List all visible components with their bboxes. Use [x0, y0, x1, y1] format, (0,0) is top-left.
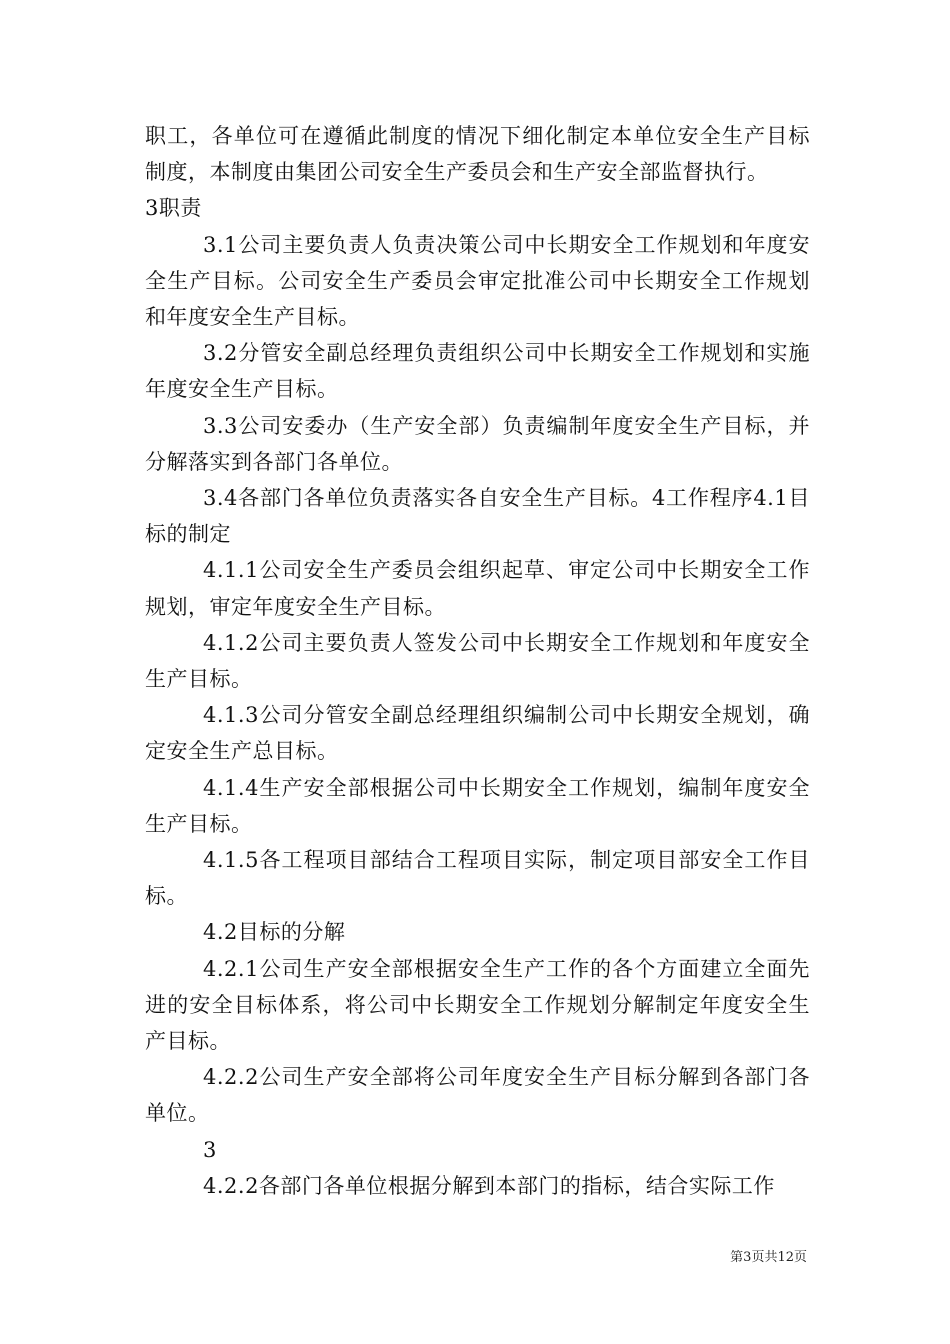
inline-page-number: 3 [203, 1137, 217, 1162]
section-heading-4-2: 4.2目标的分解 [203, 920, 346, 945]
paragraph-4-2-2-b: 4.2.2各部门各单位根据分解到本部门的指标，结合实际工作 [203, 1173, 775, 1198]
paragraph-3-2: 3.2分管安全副总经理负责组织公司中长期安全工作规划和实施年度安全生产目标。 [145, 341, 810, 402]
paragraph-4-1-2: 4.1.2公司主要负责人签发公司中长期安全工作规划和年度安全生产目标。 [145, 630, 810, 692]
paragraph-1: 职工，各单位可在遵循此制度的情况下细化制定本单位安全生产目标制度，本制度由集团公司安全生产委员会和生产安全部监督执行。 [145, 124, 810, 185]
paragraph-4-1-5: 4.1.5各工程项目部结合工程项目实际，制定项目部安全工作目标。 [145, 848, 810, 909]
page-footer: 第3页共12页 [730, 1250, 807, 1265]
document-body [145, 118, 810, 1204]
paragraph-4-1-4: 4.1.4生产安全部根据公司中长期安全工作规划，编制年度安全生产目标。 [145, 775, 810, 836]
paragraph-4-1-3: 4.1.3公司分管安全副总经理组织编制公司中长期安全规划，确定安全生产总目标。 [145, 703, 810, 764]
paragraph-4-2-2-a: 4.2.2公司生产安全部将公司年度安全生产目标分解到各部门各单位。 [145, 1065, 810, 1126]
paragraph-4-1-1: 4.1.1公司安全生产委员会组织起草、审定公司中长期安全工作规划，审定年度安全生产目标。 [145, 558, 810, 619]
paragraph-3-4: 3.4各部门各单位负责落实各自安全生产目标。4工作程序4.1目标的制定 [145, 486, 810, 547]
section-heading-3: 3职责 [145, 196, 202, 221]
paragraph-4-2-1: 4.2.1公司生产安全部根据安全生产工作的各个方面建立全面先进的安全目标体系，将公司中长期安全工作规划分解制定年度安全生产目标。 [145, 956, 810, 1054]
paragraph-3-1: 3.1公司主要负责人负责决策公司中长期安全工作规划和年度安全生产目标。公司安全生产委员会审定批准公司中长期安全工作规划和年度安全生产目标。 [145, 232, 810, 330]
paragraph-3-3: 3.3公司安委办（生产安全部）负责编制年度安全生产目标，并分解落实到各部门各单位。 [145, 413, 810, 474]
